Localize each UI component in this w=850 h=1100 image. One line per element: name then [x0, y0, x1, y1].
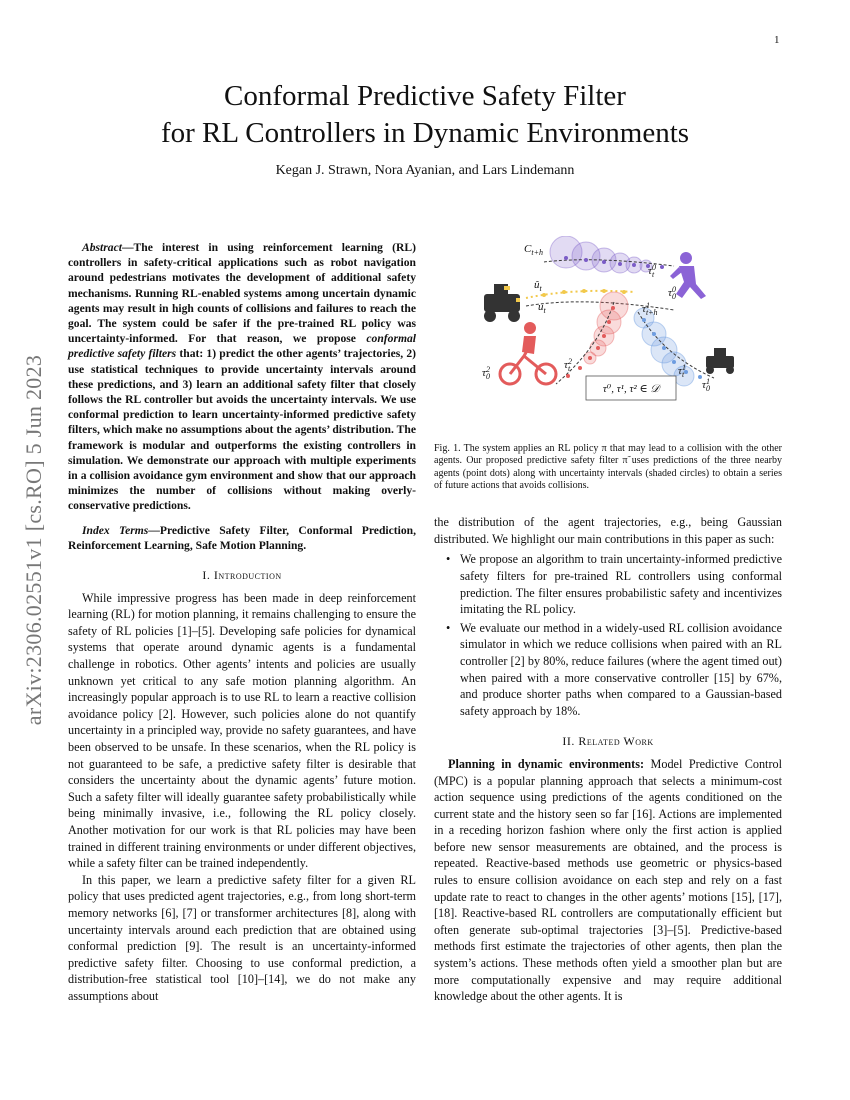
svg-text:τ00 — [668, 285, 676, 301]
label-u-sub: t — [543, 306, 546, 315]
index-terms — [68, 523, 416, 553]
right-column — [434, 443, 782, 1005]
label-tau-t2-sup: 2 — [567, 357, 572, 366]
figure-1 — [474, 236, 784, 416]
list-item — [434, 551, 782, 617]
label-tau-t2: τ — [564, 359, 568, 371]
label-tau-00: τ — [668, 287, 672, 299]
label-tau-th1-sup: 1 — [645, 301, 650, 310]
abstract-text-b: that: 1) predict the other agents’ trajectories, 2) use statistical techniques to provide uncertainty intervals around these predictions, and 3) learn an additional safety filter that closely follows the RL controller but avoids the uncertainty intervals. We use conformal prediction to learn uncertainty-informed predictive safety filters, which make no assumptions about the agents’ distribution. The framework is modular and outperforms the existing controllers in simulation. We demonstrate our approach with multiple experiments in a collision avoidance gym environment and show that our approach minimizes the number of collisions without making overly-conservative predictions. — [68, 347, 416, 513]
cyclist-body — [522, 322, 536, 354]
list-item — [434, 620, 782, 720]
arxiv-stamp: arXiv:2306.02551v1 [cs.RO] 5 Jun 2023 — [21, 354, 46, 726]
bullet-icon: • — [446, 552, 451, 567]
section-introduction-title: I. Introduction — [202, 568, 282, 583]
related-work-label: Planning in dynamic environments: — [448, 756, 645, 771]
svg-text:ut — [538, 301, 547, 315]
label-tau-01-sub: 0 — [705, 384, 710, 393]
figure-1-illustration — [474, 236, 784, 416]
svg-text:τ10 — [702, 377, 710, 393]
label-tau-th1-sub: t+h — [645, 308, 658, 317]
label-uhat: û — [534, 279, 540, 291]
figure-1-caption: Fig. 1. The system applies an RL policy π that may lead to a collision with the other agents. Our proposed predictive safety filter π̃ uses predictions of the three nearby agents (point dots) along with uncertainty intervals (shaded circles) to obtain a series of future actions that avoids collisions. — [434, 443, 782, 491]
section-related-work-title: II. Related Work — [562, 734, 654, 749]
svg-text:τ1t+h — [642, 301, 658, 317]
label-c: C — [524, 243, 532, 255]
label-tau-01: τ — [702, 379, 706, 391]
arxiv-stamp-container — [4, 300, 64, 780]
paper-title — [60, 78, 790, 152]
abstract-term: conformal predictive safety filters — [68, 332, 416, 361]
abstract-label: Abstract — [82, 241, 122, 254]
label-tau-t1: τ — [678, 365, 682, 377]
authors: Kegan J. Strawn, Nora Ayanian, and Lars Lindemann — [275, 163, 575, 178]
label-uhat-sub: t — [539, 284, 542, 293]
label-tau-02-sub: 0 — [485, 372, 490, 381]
label-tau-t0-sup: 0 — [651, 263, 656, 272]
related-work-paragraph — [434, 756, 782, 1005]
related-work-text: Model Predictive Control (MPC) is a popular planning approach that selects a minimum-cost action sequence using predictions of the agents conditioned on the current state and the history seen so far [16]. Actions are implemented in a receding horizon fashion where only the first action is applied before new sensor measurements are obtained, and the process is repeated. Reactive-based methods use geometric or physics-based rules to ensure collision avoidance on each step and rely on a fast update rate to react to changes in the other agents’ motions [15], [17], [18]. Reactive-based RL controllers are computationally efficient but often generate sub-optimal trajectories [3]–[5]. Predictive-based methods first estimate the trajectories of other agents, then plan the system’s actions. These methods often yield a smoother plan but are more computationally expensive and may require additional knowledge about the other agents. It is — [434, 756, 782, 1004]
svg-text:τ0t — [648, 263, 656, 279]
bullet-text: We propose an algorithm to train uncertainty-informed predictive safety filters for pre-trained RL controllers using conformal prediction. The filter ensures probabilistic safety and incentivizes imitating the RL policy. — [460, 552, 782, 617]
label-tau-t2-sub: t — [567, 364, 571, 373]
label-tau-t1-sup: 1 — [681, 363, 686, 372]
robot-icon — [484, 284, 520, 322]
label-tau-00-sub: 0 — [671, 292, 676, 301]
label-tau-00-sup: 0 — [671, 285, 676, 294]
purple-uncertainty-circles — [550, 236, 652, 273]
page-number: 1 — [774, 34, 780, 46]
svg-text:Ct+h — [524, 243, 543, 257]
bullet-icon: • — [446, 620, 451, 635]
abstract-text-a: —The interest in using reinforcement learning (RL) controllers in safety-critical applications such as robot navigation around pedestrians motivates the development of additional safety mechanisms. Running RL-enabled systems among uncertain dynamic agents may result in high counts of collisions and failures to reach the goal. The system could be safer if the pre-trained RL policy was uncertainty-informed. For that reason, we propose — [68, 241, 416, 346]
label-tau-t1-sub: t — [681, 370, 685, 379]
svg-text:ût — [534, 279, 543, 293]
contributions-list — [434, 551, 782, 719]
label-tau-02: τ — [482, 367, 486, 379]
label-c-sub: t+h — [531, 248, 543, 257]
label-tau-02-sup: 2 — [485, 365, 490, 374]
red-uncertainty-circles — [584, 292, 628, 364]
intro-paragraph-1: While impressive progress has been made in deep reinforcement learning (RL) for motion planning, it remains challenging to ensure the safety of RL policies [1]–[5]. Developing safe policies for dynamical systems that operate around dynamic agents is a fundamental challenge in robotics. Other agents’ intents and policies are usually unknown yet critical to any safe motion planning algorithm. An increasingly popular approach is to use RL to learn a reactive collision avoidance policy [2]. However, such policies alone do not quantify uncertainty in a principled way, provide no safety guarantees, and have been observed to be unsafe. In these scenarios, when the RL policy is not guaranteed to be safe, a predictive safety filter is desirable that considers the uncertainty about the dynamic agents’ future motion. Such a safety filter will ideally guarantee safety probabilistically while being minimally invasive, i.e., following the RL policy closely. Another motivation for our work is that RL policies may have been trained in different training environments or under different objectives, while a safety filter can be trained independently. — [68, 590, 416, 871]
left-column — [68, 240, 416, 1005]
label-u: u — [538, 301, 544, 313]
title-line-2: for RL Controllers in Dynamic Environments — [160, 117, 690, 149]
label-tau-t0: τ — [648, 265, 652, 277]
index-terms-text: —Predictive Safety Filter, Conformal Prediction, Reinforcement Learning, Safe Motion Planning. — [68, 523, 416, 552]
right-paragraph-1: the distribution of the agent trajectories, e.g., being Gaussian distributed. We highlight our main contributions in this paper as such: — [434, 515, 782, 546]
label-tau-th1: τ — [642, 303, 646, 315]
label-tau-01-sup: 1 — [705, 377, 710, 386]
bullet-text: We evaluate our method in a widely-used RL collision avoidance simulator in which we reduce collisions when paired with an RL controller [2] by 80%, reduce failures (where the agent timed out) when paired with a more conservative controller [15] by 67%, and produce shorter paths when compared to a Gaussian-based safety approach by 18%. — [460, 620, 782, 718]
dataset-box-label: τ⁰, τ¹, τ² ∈ 𝒟 — [602, 383, 660, 395]
intro-paragraph-2: In this paper, we learn a predictive safety filter for a given RL policy that uses predicted agent trajectories, e.g., from long short-term memory networks [6], [7] or transformer architectures [8], along with uncertainty intervals around each prediction that are obtained using conformal prediction [9]. The result is an uncertainty-informed predictive safety filter. Choosing to use conformal prediction, a distribution-free statistical tool [10]–[14], we do not make any assumptions about — [68, 872, 416, 1003]
abstract — [68, 240, 416, 514]
label-tau-t0-sub: t — [651, 270, 655, 279]
agent-robot-icon — [706, 348, 734, 374]
svg-text:τ20 — [482, 365, 490, 381]
title-line-1: Conformal Predictive Safety Filter — [224, 80, 626, 112]
index-terms-label: Index Terms — [82, 523, 149, 537]
